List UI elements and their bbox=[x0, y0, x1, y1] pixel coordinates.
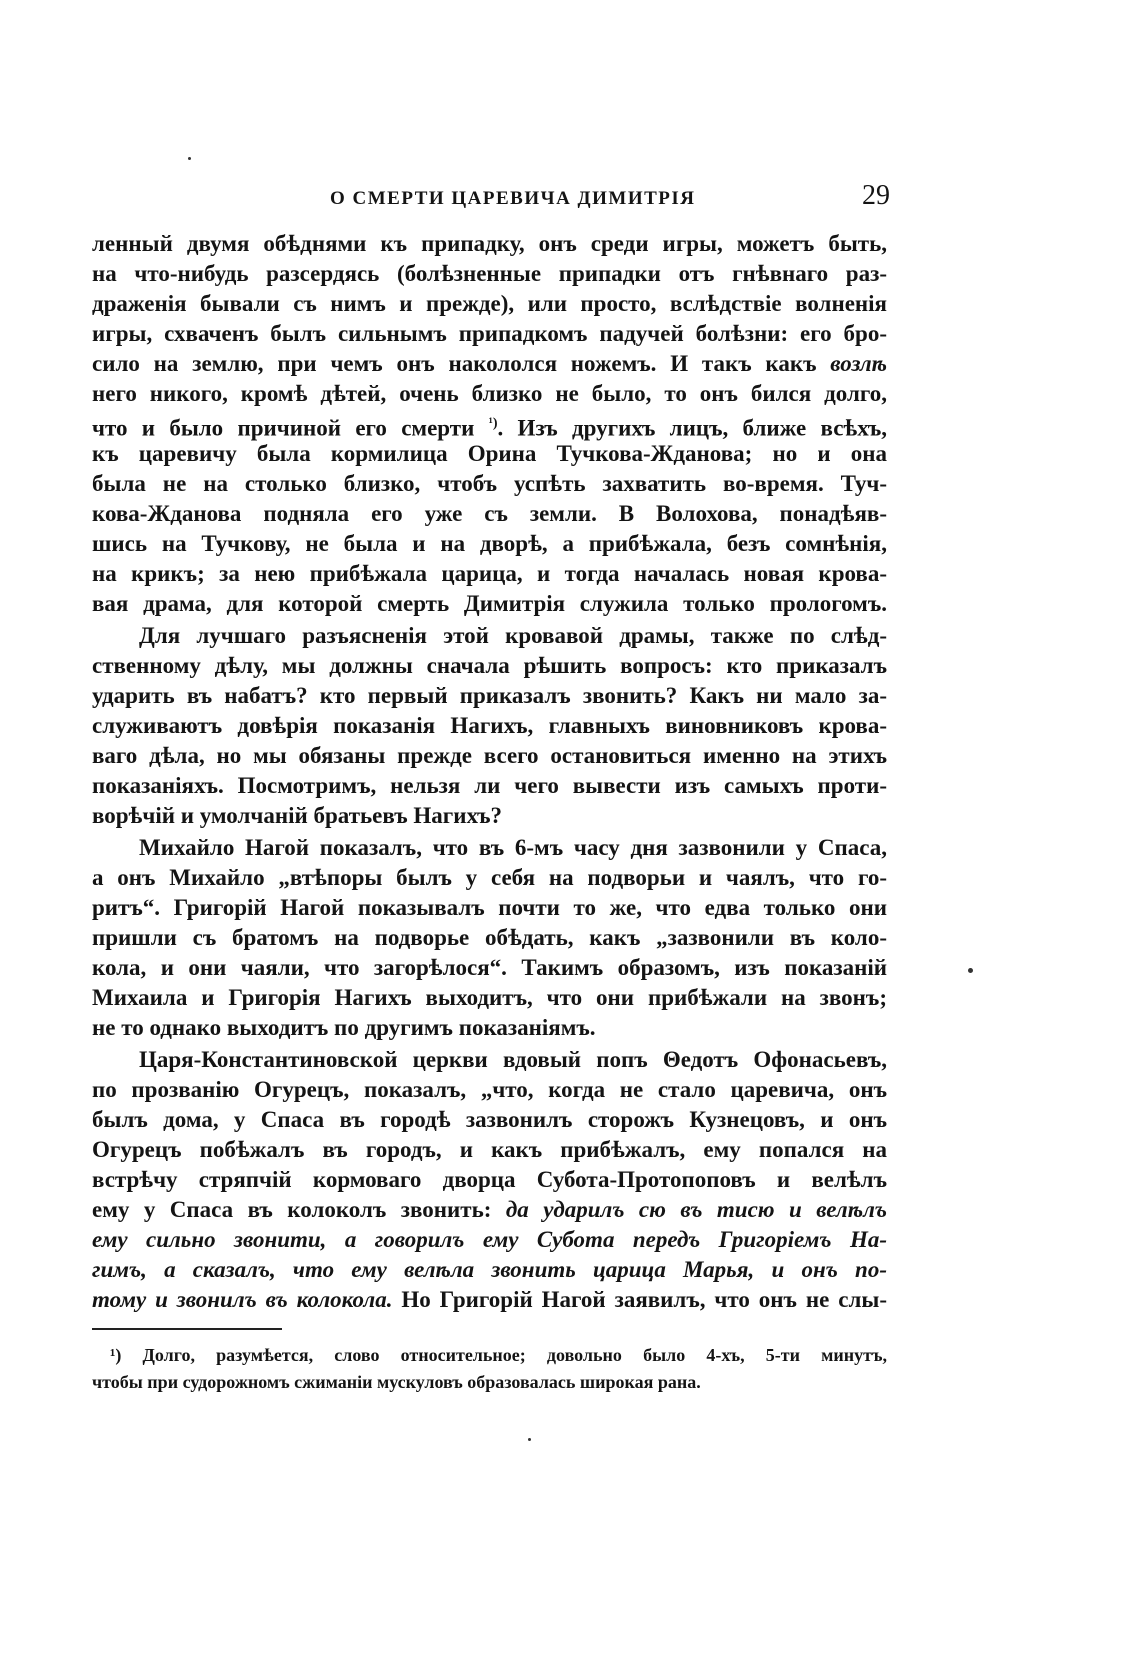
paragraph-first-line: Царя-Константиновской церкви вдовый попъ Θедотъ Офонасьевъ, bbox=[139, 1047, 887, 1072]
text-line bbox=[92, 408, 887, 440]
text-line: къ царевичу была кормилица Орина Тучкова-Жданова; но и она bbox=[92, 441, 887, 466]
text-line: ственному дѣлу, мы должны сначала рѣшить вопросъ: кто приказалъ bbox=[92, 653, 887, 678]
text-segment: сило на землю, при чемъ онъ накололся ножемъ. И такъ какъ bbox=[92, 351, 817, 376]
footnote-mark: ¹) bbox=[488, 416, 498, 431]
text-line: ваго дѣла, но мы обязаны прежде всего остановиться именно на этихъ bbox=[92, 743, 887, 768]
text-line: на что-нибудь разсердясь (болѣзненные припадки отъ гнѣвнаго раз- bbox=[92, 261, 887, 286]
italic-quote: да ударилъ сю въ тисю и велѣлъ bbox=[505, 1197, 887, 1222]
text-line: ворѣчій и умолчаній братьевъ Нагихъ? bbox=[92, 803, 502, 828]
running-head bbox=[90, 180, 890, 216]
text-segment: что и было причиной его смерти bbox=[92, 415, 475, 441]
text-segment: ему у Спаса въ колоколъ звонить: bbox=[92, 1197, 492, 1222]
italic-word: возлѣ bbox=[830, 351, 887, 376]
text-line: по прозванію Огурецъ, показалъ, „что, когда не стало царевича, онъ bbox=[92, 1077, 887, 1102]
text-line: былъ дома, у Спаса въ городѣ зазвонилъ сторожъ Кузнецовъ, и онъ bbox=[92, 1107, 887, 1132]
print-speck bbox=[968, 968, 973, 973]
text-line: пришли съ братомъ на подворье обѣдать, какъ „зазвонили въ коло- bbox=[92, 925, 887, 950]
text-line: него никого, кромѣ дѣтей, очень близко не было, то онъ бился долго, bbox=[92, 381, 887, 406]
italic-line bbox=[92, 1254, 887, 1286]
text-line: встрѣчу стряпчій кормоваго дворца Субота-Протопоповъ и велѣлъ bbox=[92, 1167, 887, 1192]
paragraph-first-line: Для лучшаго разъясненія этой кровавой драмы, также по слѣд- bbox=[139, 623, 887, 648]
text-line: показаніяхъ. Посмотримъ, нельзя ли чего вывести изъ самыхъ проти- bbox=[92, 773, 887, 798]
text-line bbox=[92, 1284, 887, 1316]
text-line: кола, и они чаяли, что загорѣлося“. Такимъ образомъ, изъ показаній bbox=[92, 955, 887, 980]
text-line: Огурецъ побѣжалъ въ городъ, и какъ прибѣжалъ, ему попался на bbox=[92, 1137, 887, 1162]
text-line: игры, схваченъ былъ сильнымъ припадкомъ падучей болѣзни: его бро- bbox=[92, 321, 887, 346]
text-line: ленный двумя обѣднями къ припадку, онъ среди игры, можетъ быть, bbox=[92, 231, 887, 256]
paragraph-first-line: Михайло Нагой показалъ, что въ 6-мъ часу дня зазвонили у Спаса, bbox=[139, 835, 887, 860]
footnote-rule bbox=[92, 1328, 282, 1330]
text-line: Михаила и Григорія Нагихъ выходитъ, что они прибѣжали на звонъ; bbox=[92, 985, 887, 1010]
text-line: вая драма, для которой смерть Димитрія служила только прологомъ. bbox=[92, 591, 887, 616]
page-number: 29 bbox=[862, 180, 890, 211]
print-speck bbox=[188, 157, 191, 160]
italic-line bbox=[92, 1224, 887, 1256]
print-speck bbox=[528, 1438, 531, 1441]
text-segment: Но Григорій Нагой заявилъ, что онъ не слы- bbox=[401, 1287, 887, 1312]
italic-quote: ему сильно звонити, а говорилъ ему Субота передъ Григоріемъ На- bbox=[92, 1227, 887, 1252]
text-line: ударить въ набатъ? кто первый приказалъ звонить? Какъ ни мало за- bbox=[92, 683, 887, 708]
text-line: а онъ Михайло „втѣпоры былъ у себя на подворьи и чаялъ, что го- bbox=[92, 865, 887, 890]
text-line bbox=[92, 1194, 887, 1226]
text-line bbox=[92, 348, 887, 380]
italic-quote: гимъ, а сказалъ, что ему велѣла звонить царица Марья, и онъ по- bbox=[92, 1257, 887, 1282]
footnote-line: чтобы при судорожномъ сжиманіи мускуловъ образовалась широкая рана. bbox=[92, 1372, 701, 1392]
text-segment: . Изъ другихъ лицъ, ближе всѣхъ, bbox=[497, 415, 887, 441]
text-line: служиваютъ довѣрія показанія Нагихъ, главныхъ виновниковъ крова- bbox=[92, 713, 887, 738]
text-line: была не на столько близко, чтобъ успѣть захватить во-время. Туч- bbox=[92, 471, 887, 496]
running-title: О СМЕРТИ ЦАРЕВИЧА ДИМИТРІЯ bbox=[330, 188, 696, 209]
text-line: на крикъ; за нею прибѣжала царица, и тогда началась новая крова- bbox=[92, 561, 887, 586]
italic-quote: тому и звонилъ въ колокола. bbox=[92, 1287, 393, 1312]
text-line: драженія бывали съ нимъ и прежде), или просто, вслѣдствіе волненія bbox=[92, 291, 887, 316]
footnote-line: ¹) Долго, разумѣется, слово относительное; довольно было 4-хъ, 5-ти минутъ, bbox=[110, 1345, 887, 1365]
text-line: кова-Жданова подняла его уже съ земли. В Волохова, понадѣяв- bbox=[92, 501, 887, 526]
text-line: шись на Тучкову, не была и на дворѣ, а прибѣжала, безъ сомнѣнія, bbox=[92, 531, 887, 556]
text-line: ритъ“. Григорій Нагой показывалъ почти то же, что едва только они bbox=[92, 895, 887, 920]
text-line: не то однако выходитъ по другимъ показаніямъ. bbox=[92, 1015, 596, 1040]
